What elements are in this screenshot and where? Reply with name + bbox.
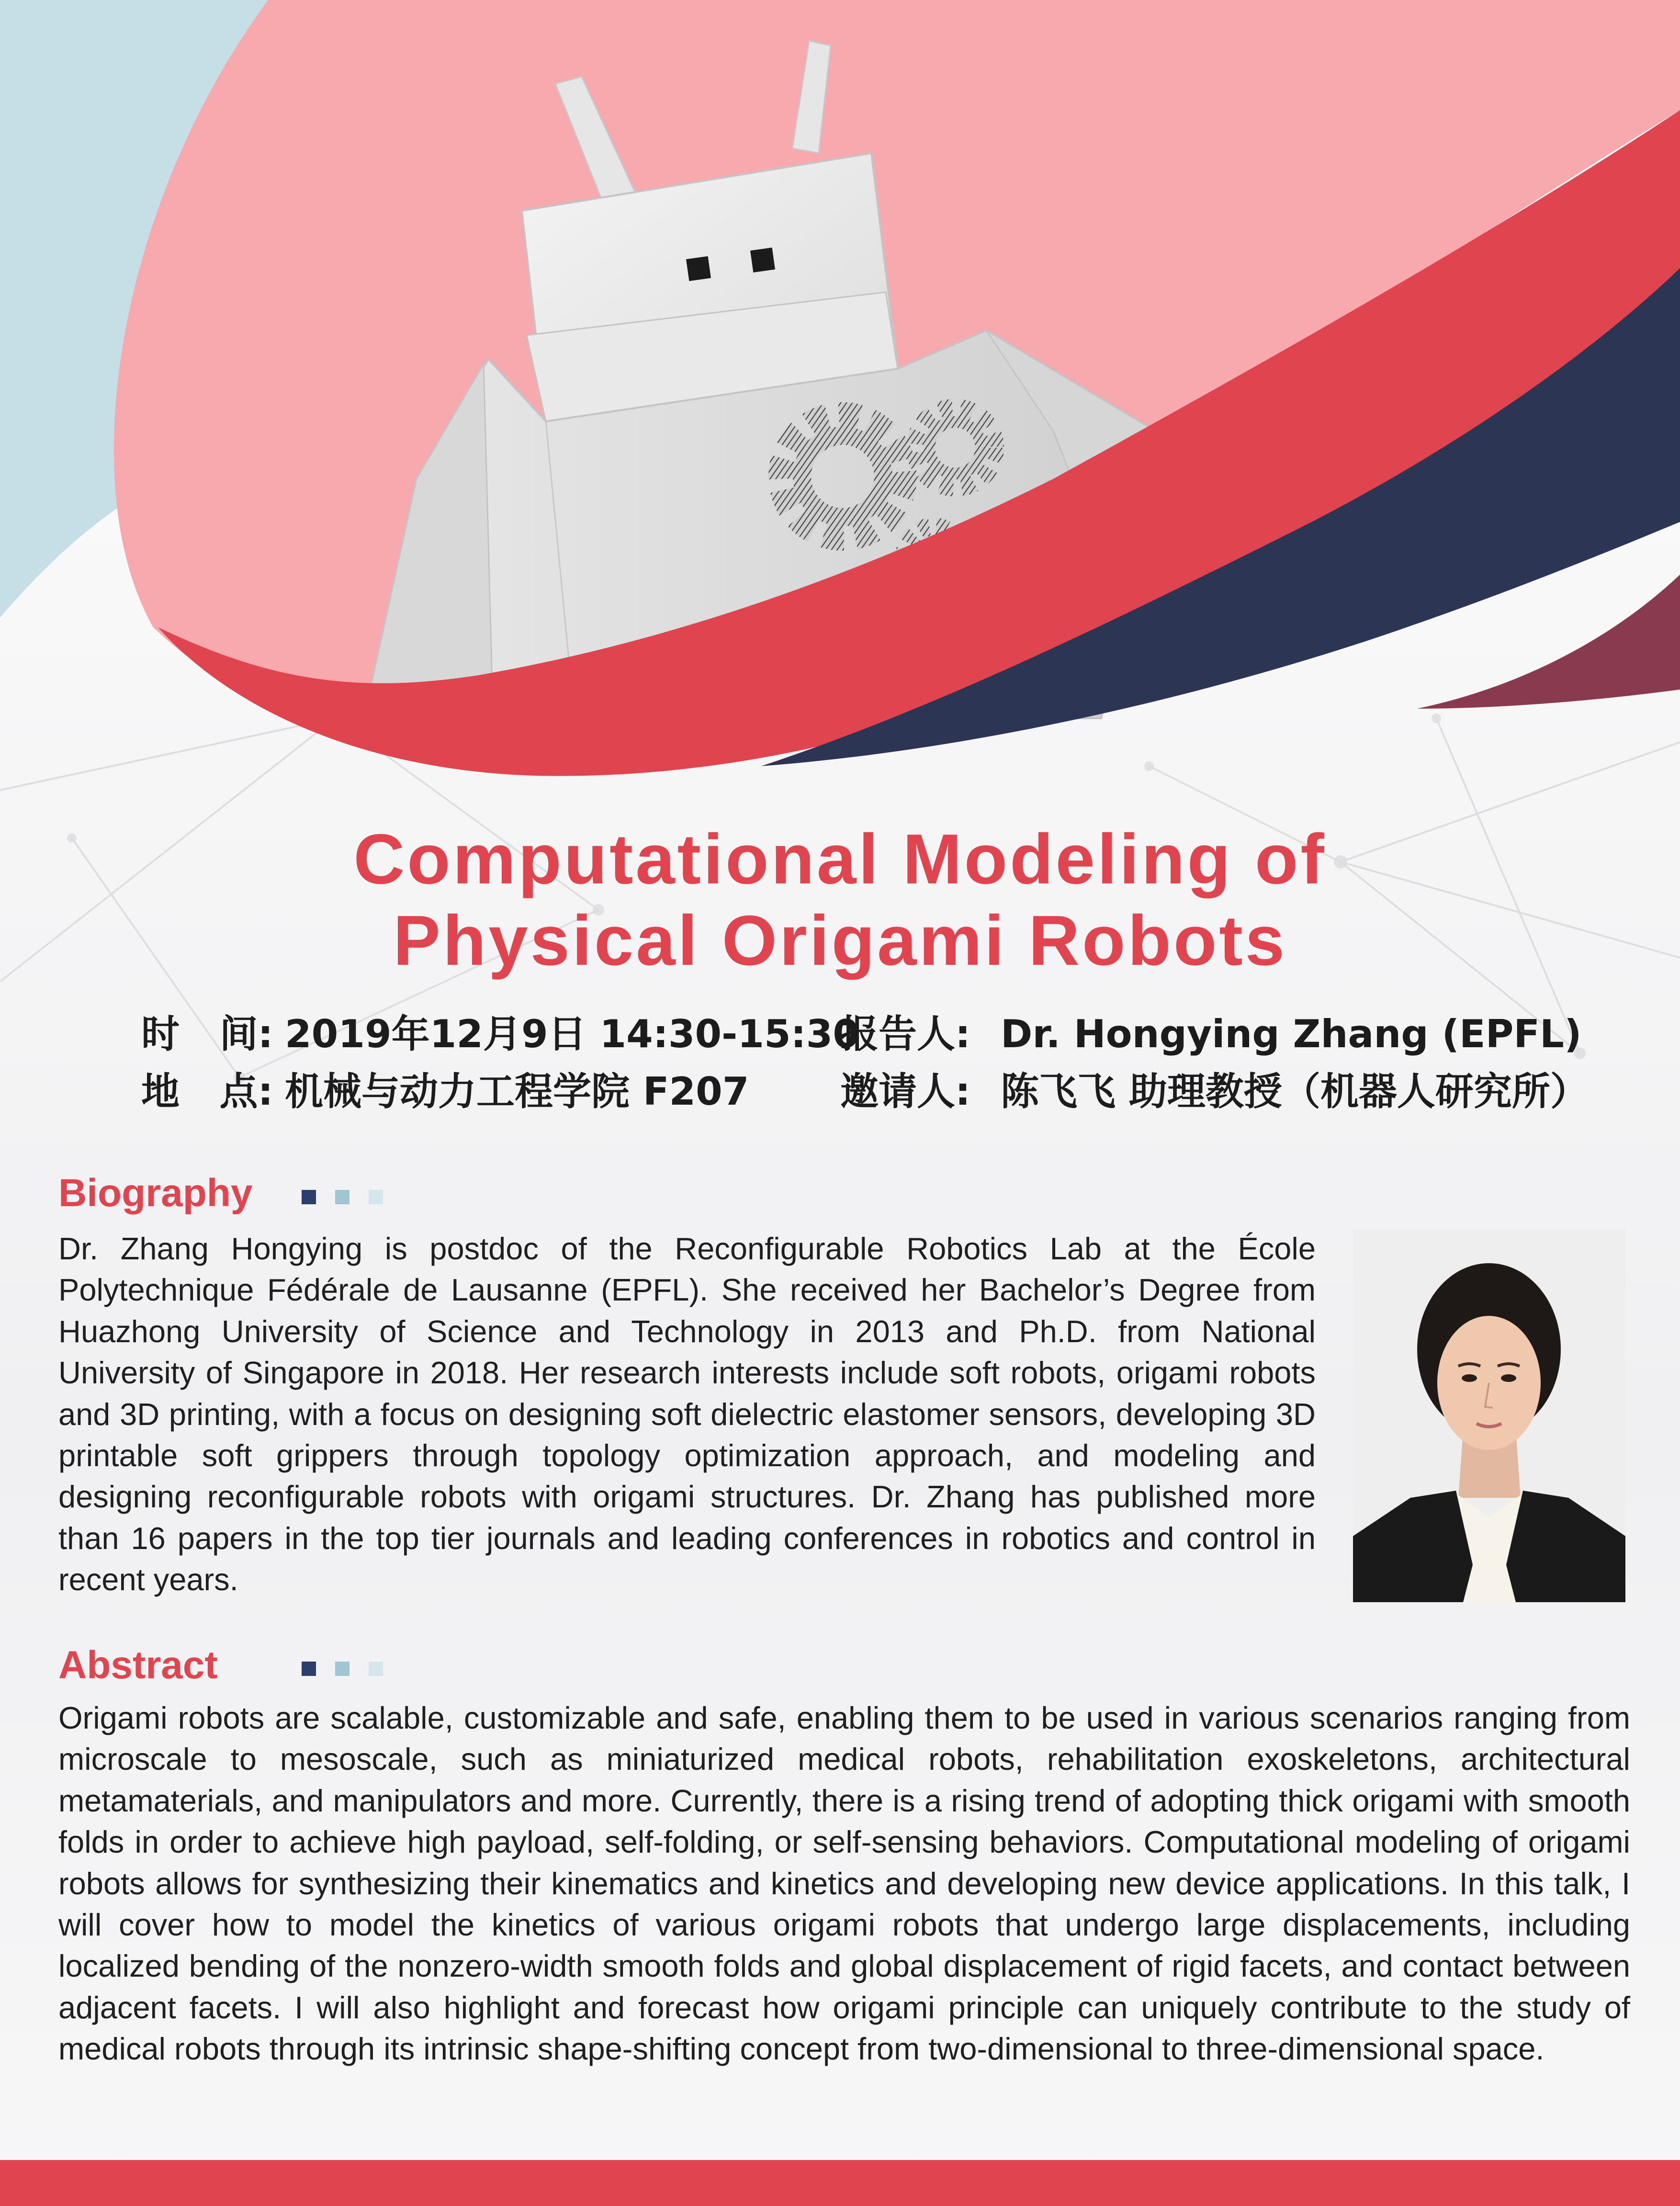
place-label: 地 点: [141,1069,273,1114]
time-label: 时 间: [141,1012,273,1056]
abstract-heading: Abstract [58,1643,218,1687]
heading-square-mid [335,1662,350,1676]
host-value: 陈飞飞 助理教授（机器人研究所） [1001,1069,1589,1114]
speaker-portrait [1353,1230,1625,1602]
host-label: 邀请人: [840,1069,970,1114]
talk-title [144,819,1536,982]
biography-heading: Biography [58,1171,253,1215]
talk-title-line-1: Computational Modeling of [353,820,1327,899]
heading-square-dark [302,1190,316,1204]
place-value: 机械与动力工程学院 F207 [285,1069,749,1114]
heading-square-dark [302,1662,316,1676]
speaker-value: Dr. Hongying Zhang (EPFL) [1001,1012,1582,1056]
heading-square-light [369,1190,383,1204]
talk-title-line-2: Physical Origami Robots [393,901,1287,980]
time-value: 2019年12月9日 14:30-15:30 [285,1012,859,1056]
speaker-label: 报告人: [840,1012,970,1056]
speaker-photo [1353,1230,1625,1602]
footer-bar [0,2160,1680,2206]
heading-square-light [369,1662,383,1676]
abstract-text: Origami robots are scalable, customizable and safe, enabling them to be used in various scenarios ranging from microscale to mesoscale, such as miniaturized medical robots, rehabilitation exoskeletons, architectural metamaterials, and manipulators and more. Currently, there is a rising trend of adopting thick origami with smooth folds in order to achieve high payload, self-folding, or self-sensing behaviors. Computational modeling of origami robots allows for synthesizing their kinematics and kinetics and developing new device applications. In this talk, I will cover how to model the kinetics of various origami robots that undergo large displacements, including localized bending of the nonzero-width smooth folds and global displacement of rigid facets, and contact between adjacent facets. I will also highlight and forecast how origami principle can uniquely contribute to the study of medical robots through its intrinsic shape-shifting concept from two-dimensional to three-dimensional space. [58,1700,1630,2067]
biography-text: Dr. Zhang Hongying is postdoc of the Reconfigurable Robotics Lab at the École Polytechnique Fédérale de Lausanne (EPFL). She received her Bachelor’s Degree from Huazhong University of Science and Technology in 2013 and Ph.D. from National University of Singapore in 2018. Her research interests include soft robots, origami robots and 3D printing, with a focus on designing soft dielectric elastomer sensors, developing 3D printable soft grippers through topology optimization approach, and modeling and designing reconfigurable robots with origami structures. Dr. Zhang has published more than 16 papers in the top tier journals and leading conferences in robotics and control in recent years. [58,1231,1316,1597]
heading-square-mid [335,1190,350,1204]
